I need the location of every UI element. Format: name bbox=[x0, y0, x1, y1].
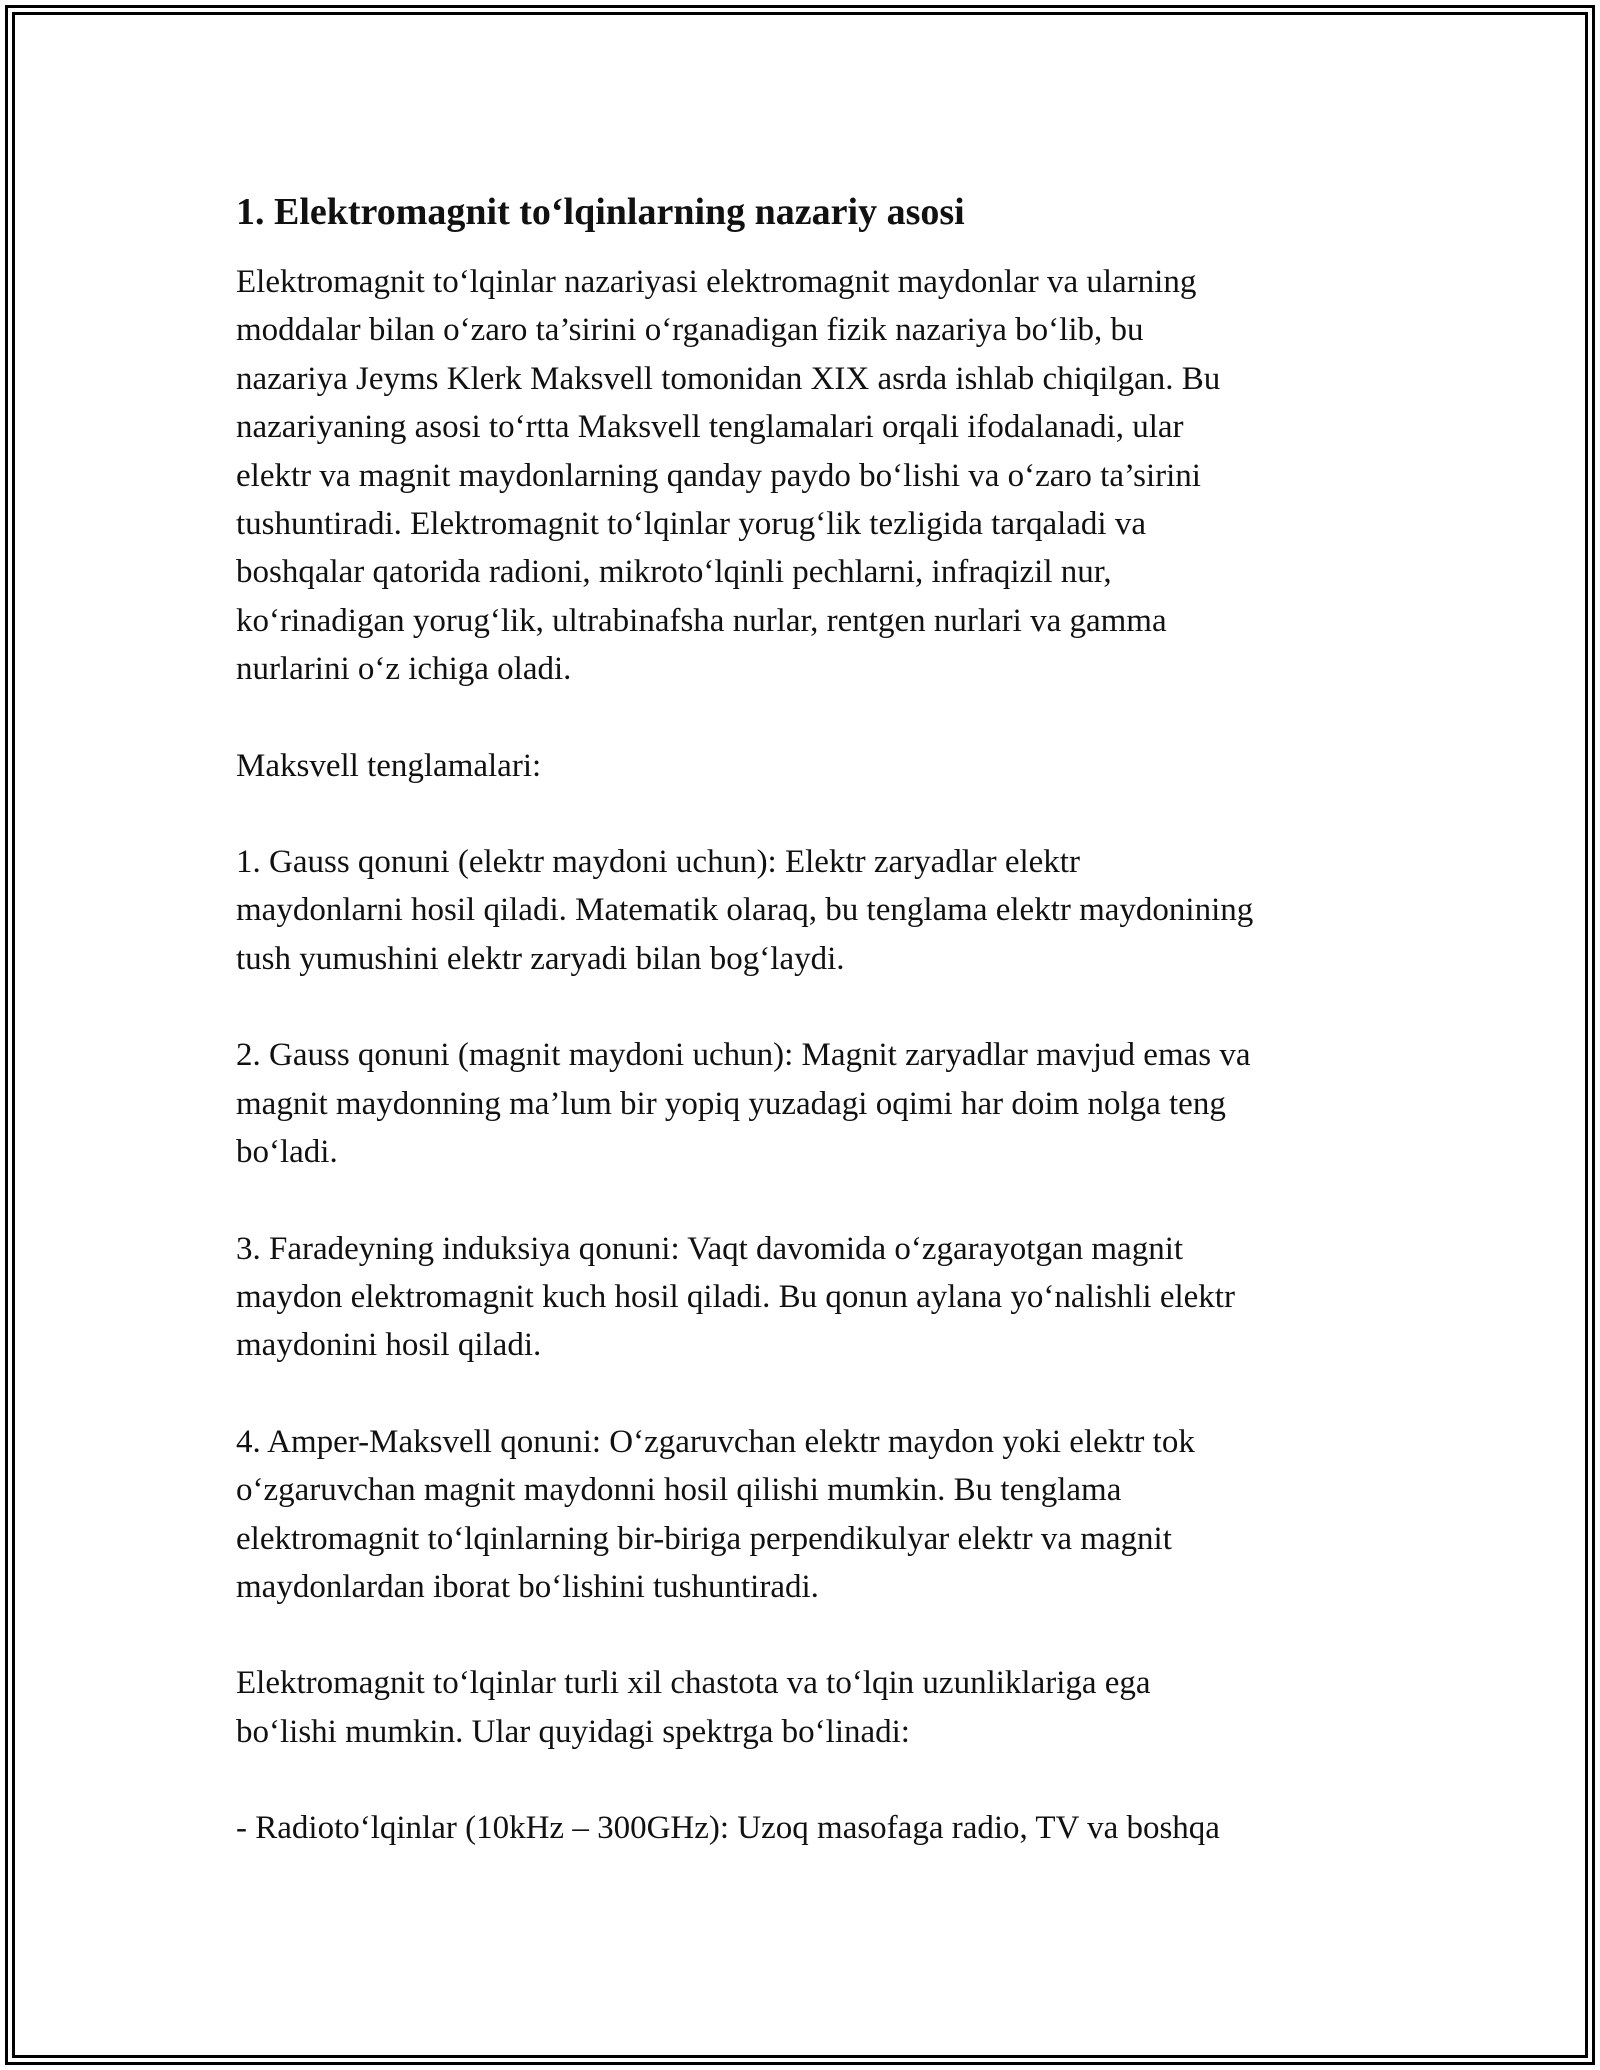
text-line: elektr va magnit maydonlarning qanday paydo bo‘lishi va o‘zaro ta’sirini bbox=[236, 457, 1201, 494]
text-line: o‘zgaruvchan magnit maydonni hosil qilishi mumkin. Bu tenglama bbox=[236, 1472, 1122, 1509]
text-line: moddalar bilan o‘zaro ta’sirini o‘rganadigan fizik nazariya bo‘lib, bu bbox=[236, 312, 1144, 349]
text-line: Elektromagnit to‘lqinlar turli xil chastota va to‘lqin uzunliklariga ega bbox=[236, 1665, 1151, 1702]
text-line: maydon elektromagnit kuch hosil qiladi. Bu qonun aylana yo‘nalishli elektr bbox=[236, 1278, 1235, 1315]
gauss-electric-paragraph bbox=[236, 838, 1376, 983]
gauss-magnetic-paragraph bbox=[236, 1031, 1376, 1176]
text-line: Elektromagnit to‘lqinlar nazariyasi elektromagnit maydonlar va ularning bbox=[236, 264, 1197, 300]
document-body bbox=[236, 188, 1376, 1901]
text-line: maydonini hosil qiladi. bbox=[236, 1327, 542, 1364]
text-line: elektromagnit to‘lqinlarning bir-biriga perpendikulyar elektr va magnit bbox=[236, 1520, 1172, 1557]
text-line: boshqalar qatorida radioni, mikroto‘lqinli pechlarni, infraqizil nur, bbox=[236, 554, 1112, 591]
text-line: tush yumushini elektr zaryadi bilan bog‘laydi. bbox=[236, 940, 845, 977]
intro-paragraph bbox=[236, 258, 1376, 694]
text-line: 4. Amper-Maksvell qonuni: O‘zgaruvchan elektr maydon yoki elektr tok bbox=[236, 1423, 1195, 1460]
ampere-maxwell-paragraph bbox=[236, 1418, 1376, 1612]
text-line: maydonlarni hosil qiladi. Matematik olaraq, bu tenglama elektr maydonining bbox=[236, 892, 1254, 929]
text-line: 2. Gauss qonuni (magnit maydoni uchun): Magnit zaryadlar mavjud emas va bbox=[236, 1037, 1251, 1074]
equations-intro-paragraph bbox=[236, 742, 1376, 790]
text-line: Maksvell tenglamalari: bbox=[236, 747, 542, 784]
text-line: magnit maydonning ma’lum bir yopiq yuzadagi oqimi har doim nolga teng bbox=[236, 1085, 1226, 1122]
faraday-paragraph bbox=[236, 1225, 1376, 1370]
text-line: 1. Gauss qonuni (elektr maydoni uchun): Elektr zaryadlar elektr bbox=[236, 844, 1080, 881]
text-line: 3. Faradeyning induksiya qonuni: Vaqt davomida o‘zgarayotgan magnit bbox=[236, 1230, 1184, 1267]
text-line: nurlarini o‘z ichiga oladi. bbox=[236, 651, 572, 688]
text-line: nazariyaning asosi to‘rtta Maksvell tenglamalari orqali ifodalanadi, ular bbox=[236, 409, 1184, 446]
text-line: bo‘lishi mumkin. Ular quyidagi spektrga bo‘linadi: bbox=[236, 1713, 910, 1750]
text-line: - Radioto‘lqinlar (10kHz – 300GHz): Uzoq masofaga radio, TV va boshqa bbox=[236, 1810, 1220, 1847]
text-line: tushuntiradi. Elektromagnit to‘lqinlar yorug‘lik tezligida tarqaladi va bbox=[236, 506, 1146, 543]
text-line: bo‘ladi. bbox=[236, 1134, 338, 1171]
spectrum-intro-paragraph bbox=[236, 1659, 1376, 1756]
section-heading: 1. Elektromagnit to‘lqinlarning nazariy asosi bbox=[236, 191, 965, 233]
text-line: ko‘rinadigan yorug‘lik, ultrabinafsha nurlar, rentgen nurlari va gamma bbox=[236, 602, 1167, 639]
text-line: maydonlardan iborat bo‘lishini tushuntiradi. bbox=[236, 1568, 819, 1605]
radio-waves-list-item bbox=[236, 1804, 1376, 1852]
text-line: nazariya Jeyms Klerk Maksvell tomonidan XIX asrda ishlab chiqilgan. Bu bbox=[236, 360, 1221, 397]
